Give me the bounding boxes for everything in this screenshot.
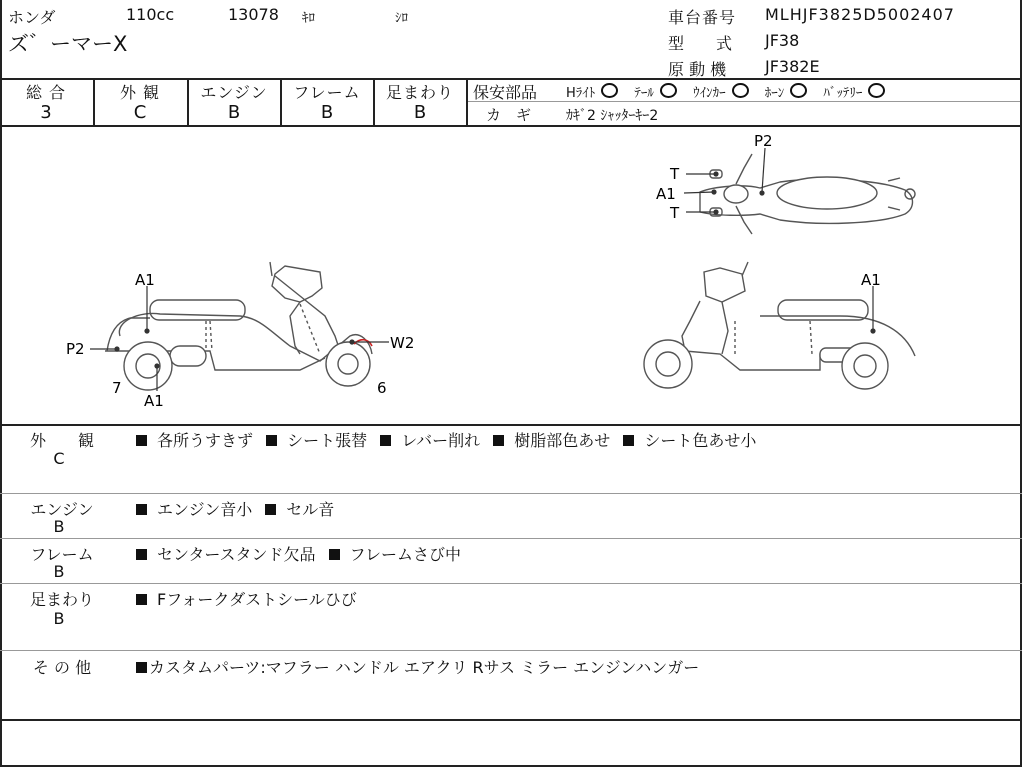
ok-mark-icon bbox=[601, 83, 618, 98]
bullet-square-icon bbox=[266, 435, 277, 446]
section-suspension-label: 足まわり bbox=[29, 590, 94, 609]
bullet-square-icon bbox=[380, 435, 391, 446]
divider bbox=[0, 493, 1022, 494]
ok-mark-icon bbox=[868, 83, 885, 98]
label-top-t1: T bbox=[670, 165, 680, 183]
label-left-6: 6 bbox=[377, 379, 387, 397]
engine-label: エンジン bbox=[200, 83, 268, 102]
frame-grade: B bbox=[320, 102, 334, 123]
damage-callout-lines bbox=[90, 148, 875, 391]
safety-parts-label: 保安部品 bbox=[473, 83, 538, 102]
ok-mark-icon bbox=[660, 83, 677, 98]
label-left-7: 7 bbox=[112, 379, 122, 397]
divider bbox=[0, 650, 1022, 651]
bullet-square-icon bbox=[136, 594, 147, 605]
safety-item-headlight: Hﾗｲﾄ bbox=[566, 86, 596, 101]
section-exterior-grade: C bbox=[53, 449, 65, 468]
safety-item-battery: ﾊﾞｯﾃﾘｰ bbox=[823, 86, 863, 101]
comment-item: シート張替 bbox=[287, 431, 368, 450]
model-code: JF38 bbox=[765, 31, 800, 50]
section-exterior-label: 外 観 bbox=[29, 431, 94, 450]
comment-item: セル音 bbox=[286, 500, 335, 519]
label-left-p2: P2 bbox=[66, 340, 85, 358]
exterior-label: 外 観 bbox=[119, 83, 161, 102]
displacement: 110cc bbox=[126, 5, 175, 24]
label-top-a1: A1 bbox=[656, 185, 676, 203]
engine-model-label: 原 動 機 bbox=[668, 60, 727, 79]
overall-label: 総 合 bbox=[25, 83, 67, 102]
scooter-diagram bbox=[0, 126, 1020, 424]
bullet-square-icon bbox=[136, 435, 147, 446]
divider bbox=[466, 78, 468, 126]
section-other-label: そ の 他 bbox=[32, 658, 92, 677]
comment-item: 各所うすきず bbox=[157, 431, 254, 450]
ok-mark-icon bbox=[732, 83, 749, 98]
bullet-square-icon bbox=[623, 435, 634, 446]
engine-grade: B bbox=[227, 102, 241, 123]
comment-item: 樹脂部色あせ bbox=[514, 431, 611, 450]
bullet-square-icon bbox=[265, 504, 276, 515]
model-name: ズ゛ーマーX bbox=[8, 32, 128, 56]
ok-mark-icon bbox=[790, 83, 807, 98]
section-frame-grade: B bbox=[53, 562, 65, 581]
comment-item: センタースタンド欠品 bbox=[157, 545, 316, 564]
comment-item: レバー削れ bbox=[401, 431, 481, 450]
engine-comments bbox=[136, 497, 342, 520]
scooter-top-view bbox=[700, 154, 915, 234]
comment-item: エンジン音小 bbox=[157, 500, 253, 519]
section-suspension-grade: B bbox=[53, 609, 65, 628]
overall-grade: 3 bbox=[40, 102, 52, 123]
maker: ホンダ bbox=[8, 8, 56, 27]
divider bbox=[0, 424, 1022, 426]
key-label: カ ギ bbox=[486, 106, 532, 124]
engine-model: JF382E bbox=[765, 57, 820, 76]
label-left-a1-bottom: A1 bbox=[144, 392, 164, 410]
frame-number: MLHJF3825D5002407 bbox=[765, 5, 955, 24]
comment-item: シート色あせ小 bbox=[644, 431, 757, 450]
exterior-grade: C bbox=[133, 102, 147, 123]
suspension-label: 足まわり bbox=[385, 83, 454, 102]
safety-item-horn: ﾎｰﾝ bbox=[764, 86, 785, 101]
bullet-square-icon bbox=[493, 435, 504, 446]
section-engine-label: エンジン bbox=[30, 500, 94, 519]
safety-item-winker: ｳｲﾝｶｰ bbox=[693, 86, 726, 101]
key-value: ｶｷﾞ2 ｼｬｯﾀｰｷｰ2 bbox=[566, 108, 659, 124]
bullet-square-icon bbox=[136, 504, 147, 515]
safety-item-tail: ﾃｰﾙ bbox=[634, 86, 654, 101]
model-code-label: 型 式 bbox=[668, 34, 733, 53]
label-right-a1: A1 bbox=[861, 271, 881, 289]
suspension-comments bbox=[136, 587, 365, 610]
mileage-unit: ｷﾛ bbox=[302, 11, 315, 26]
mileage-value: 13078 bbox=[228, 5, 279, 24]
divider bbox=[468, 101, 1020, 102]
comment-item: フレームさび中 bbox=[349, 545, 462, 564]
bullet-square-icon bbox=[329, 549, 340, 560]
bullet-square-icon bbox=[136, 662, 147, 673]
frame-comments bbox=[136, 542, 469, 565]
divider bbox=[0, 719, 1022, 721]
label-top-t2: T bbox=[670, 204, 680, 222]
frame-label: フレーム bbox=[293, 83, 361, 102]
safety-parts-list bbox=[566, 82, 897, 101]
label-left-w2: W2 bbox=[390, 334, 415, 352]
section-engine-grade: B bbox=[53, 517, 65, 536]
divider bbox=[0, 538, 1022, 539]
label-top-p2: P2 bbox=[754, 132, 773, 150]
label-left-a1-top: A1 bbox=[135, 271, 155, 289]
divider bbox=[0, 583, 1022, 584]
comment-item: カスタムパーツ:マフラー ハンドル エアクリ Rサス ミラー エンジンハンガー bbox=[149, 658, 700, 677]
comment-item: Fフォークダストシールひび bbox=[157, 590, 357, 609]
exterior-comments bbox=[136, 428, 764, 451]
section-frame-label: フレーム bbox=[30, 545, 94, 564]
other-comments bbox=[136, 655, 699, 678]
body-color: ｼﾛ bbox=[395, 11, 408, 26]
bullet-square-icon bbox=[136, 549, 147, 560]
frame-number-label: 車台番号 bbox=[668, 8, 737, 27]
suspension-grade: B bbox=[413, 102, 427, 123]
